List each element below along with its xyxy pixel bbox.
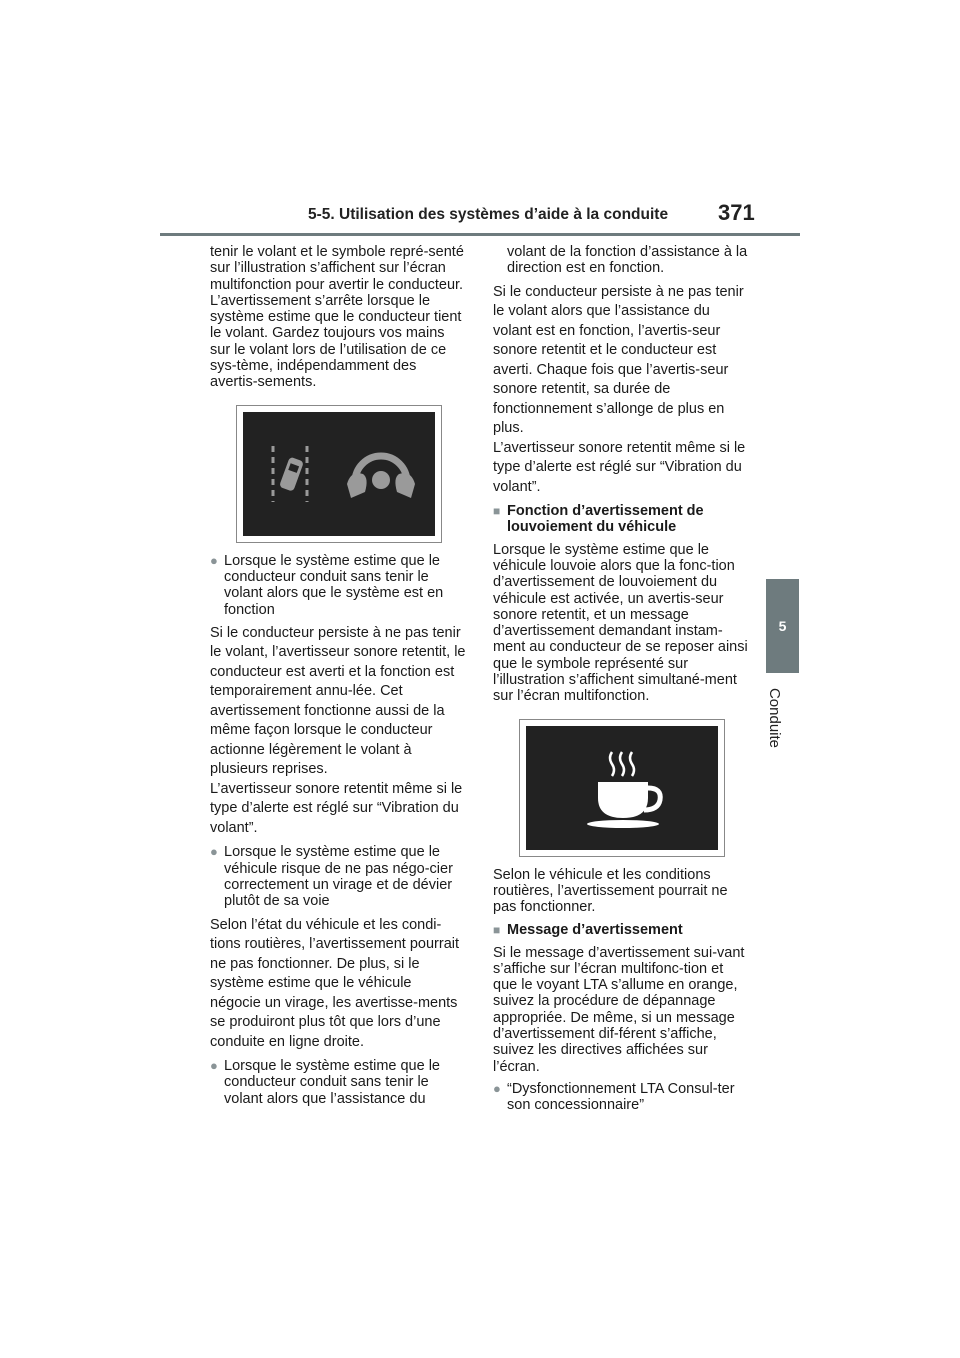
bullet-item <box>493 1081 749 1114</box>
bullet-continuation: volant de la fonction d’assistance à la direction est en fonction. <box>507 244 748 277</box>
bullet-text: Lorsque le système estime que le véhicule risque de ne pas négo-cier correctement un virage et de dévier plutôt de sa voie <box>224 844 453 910</box>
heading-text: Fonction d’avertissement de louvoiement du véhicule <box>507 503 704 536</box>
paragraph: Selon le véhicule et les conditions routières, l’avertissement pourrait ne pas fonctionner. <box>493 866 728 916</box>
paragraph: Lorsque le système estime que le véhicule louvoie alors que la fonc-tion d’avertissement de louvoiement du véhicule est activée, un avertis-seur sonore retentit, et un message d’avertissement demandant instam-ment au conducteur de se reposer ainsi que le symbole représenté sur l’illustration s’affichent simultané-ment sur l’écran multifonction. <box>493 541 748 705</box>
bullet-text: Lorsque le système estime que le conducteur conduit sans tenir le volant alors que l’assistance du <box>224 1058 440 1107</box>
hands-on-steering-wheel-icon <box>347 456 415 498</box>
section-heading <box>493 503 749 536</box>
drowsiness-warning-figure <box>519 719 725 857</box>
paragraph: L’avertisseur sonore retentit même si le type d’alerte est réglé sur “Vibration du volant”. <box>493 439 746 495</box>
paragraph: Si le conducteur persiste à ne pas tenir le volant alors que l’assistance du volant est en fonction, l’avertis-seur sonore retentit et le conducteur est averti. Chaque fois que l’avertis-seur sonore retentit, sa durée de fonctionnement s’allonge de plus en plus. <box>493 283 744 437</box>
intro-paragraph: tenir le volant et le symbole repré-senté sur l’illustration s’affichent sur l’écran multifonction pour avertir le conducteur. L’avertissement s’arrête lorsque le système estime que le conducteur tient le volant. Gardez toujours vos mains sur le volant lors de l’utilisation de ce sys-tème, indépendamment des avertis-sements. <box>210 244 464 391</box>
paragraph: L’avertisseur sonore retentit même si le type d’alerte est réglé sur “Vibration du volant”. <box>210 780 463 836</box>
chapter-number: 5 <box>778 618 787 634</box>
hands-off-warning-figure <box>236 405 442 543</box>
section-title: 5-5. Utilisation des systèmes d’aide à la conduite <box>308 206 669 223</box>
coffee-cup-icon <box>587 752 660 828</box>
chapter-label: Conduite <box>766 687 783 749</box>
heading-marker: ■ <box>493 922 501 937</box>
bullet-text: “Dysfonctionnement LTA Consul-ter son concessionnaire” <box>507 1080 735 1114</box>
lane-departure-icon <box>273 446 307 502</box>
bullet-item <box>210 844 466 909</box>
paragraph: Selon l’état du véhicule et les condi-tions routières, l’avertissement pourrait ne pas fonctionner. De plus, si le système estime que le véhicule négocie un virage, les avertisse-ments se produiront plus tôt que lors d’une conduite en ligne droite. <box>210 916 460 1050</box>
bullet-text: Lorsque le système estime que le conducteur conduit sans tenir le volant alors que le système est en fonction <box>224 552 444 618</box>
right-column <box>493 244 749 1120</box>
bullet-item <box>210 553 466 618</box>
header-rule <box>160 233 800 236</box>
heading-marker: ■ <box>493 504 501 519</box>
paragraph: Si le conducteur persiste à ne pas tenir le volant, l’avertisseur sonore retentit, le conducteur est averti et la fonction est temporairement annu-lée. Cet avertissement fonctionne aussi de la même façon lorsque le conducteur actionne légèrement le volant à plusieurs reprises. <box>210 624 466 778</box>
paragraph: Si le message d’avertissement sui-vant s’affiche sur l’écran multifonc-tion et que le voyant LTA s’allume en orange, suivez la procédure de dépannage appropriée. De même, si un message d’avertissement dif-férent s’affiche, suivez les directives affichées sur l’écran. <box>493 944 745 1075</box>
bullet-item <box>210 1058 466 1107</box>
page-number: 371 <box>718 200 755 225</box>
left-column <box>210 244 466 1113</box>
bullet-marker: ● <box>210 844 218 860</box>
bullet-marker: ● <box>493 1080 501 1096</box>
bullet-marker: ● <box>210 552 218 568</box>
heading-text: Message d’avertissement <box>507 921 683 938</box>
bullet-marker: ● <box>210 1058 218 1074</box>
section-heading <box>493 922 749 939</box>
